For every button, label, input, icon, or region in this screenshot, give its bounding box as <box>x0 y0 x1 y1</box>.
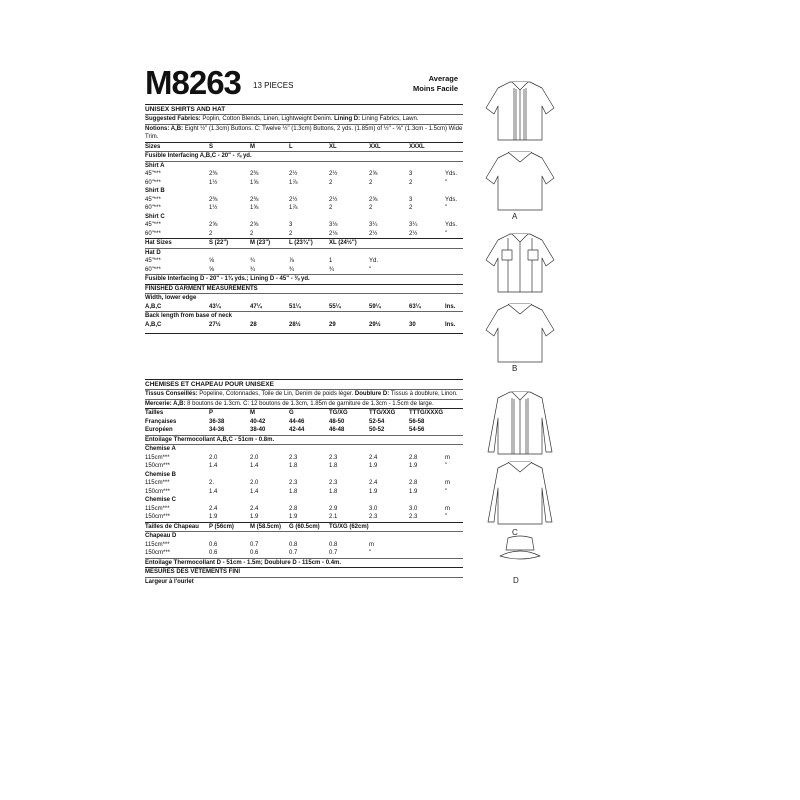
shirt-b-front-illustration <box>486 234 554 292</box>
table-cell: " <box>369 266 372 273</box>
table-cell: 3 <box>409 196 413 203</box>
table-cell: 44-46 <box>289 418 305 425</box>
fr-interfacing-abc: Entoilage Thermocollant A,B,C - 51cm - 0.8m. <box>145 436 275 443</box>
table-cell: 2½ <box>329 196 338 203</box>
table-group-label: Shirt A <box>145 162 165 169</box>
en-yardage-table <box>145 162 463 239</box>
en-fabrics: Suggested Fabrics: Poplin, Cotton Blends, Linen, Lightweight Denim. Lining D: Lining Fabrics, Lawn. <box>145 116 419 122</box>
en-sizes-row: Sizes S M L XL XXL XXXL <box>145 143 425 150</box>
table-cell: 1½ <box>209 205 218 211</box>
table-group-label: Chapeau D <box>145 533 177 539</box>
table-cell: 3.0 <box>369 505 378 512</box>
en-interfacing-abc: Fusible Interfacing A,B,C - 20" - ⅞ yd. <box>145 153 252 159</box>
table-cell: 2.4 <box>369 454 378 461</box>
table-cell: 30 <box>409 321 416 328</box>
table-cell: 1.4 <box>250 488 259 495</box>
table-cell: Yds. <box>445 222 458 228</box>
table-group-label: Shirt B <box>145 188 165 194</box>
fr-width-label: Largeur à l'ourlet <box>145 578 194 585</box>
en-interfacing-d: Fusible Interfacing D - 20" - 1¾ yds.; Lining D - 45" - ⅜ yd. <box>145 276 310 282</box>
fr-yardage-table <box>145 445 463 522</box>
table-row <box>145 321 463 330</box>
table-row <box>145 204 463 213</box>
table-cell: m <box>445 505 450 512</box>
table-cell: 45"*** <box>145 171 161 177</box>
shirt-b-back-illustration <box>486 304 554 362</box>
en-notions: Notions: A,B: Eight ½" (1.3cm) Buttons. C: Twelve ½" (1.3cm) Buttons, 2 yds. (1.85m) of ½" - ⅝" (1.3cm - 1.5cm) Wide Trim. <box>145 125 463 140</box>
en-back-row <box>145 321 463 330</box>
table-cell: 60"*** <box>145 179 161 186</box>
table-cell: 0.8 <box>289 541 298 548</box>
table-cell: Tailles <box>145 410 164 416</box>
table-cell: 29 <box>329 321 336 328</box>
table-cell: 1.4 <box>209 488 218 495</box>
table-cell: " <box>445 230 448 237</box>
table-cell: ⅞ <box>289 258 295 264</box>
table-cell: m <box>369 541 374 548</box>
table-group-label: Chemise C <box>145 497 177 503</box>
table-cell: 150cm*** <box>145 463 171 469</box>
table-cell: 3.0 <box>409 505 418 512</box>
table-cell: m <box>445 480 450 486</box>
table-group-label: Hat D <box>145 249 161 256</box>
table-cell: ¾ <box>329 266 335 273</box>
table-cell: 36-38 <box>209 418 225 425</box>
table-row <box>145 462 463 471</box>
table-cell: 2.3 <box>329 480 338 486</box>
table-cell: 45"*** <box>145 196 161 203</box>
view-label-b: B <box>512 364 518 373</box>
table-cell: 150cm*** <box>145 514 171 520</box>
table-cell: 2⅜ <box>209 171 218 177</box>
table-cell: 2.4 <box>250 505 259 512</box>
table-cell: 60"*** <box>145 266 161 273</box>
table-cell: Ins. <box>445 303 456 310</box>
table-cell: 3¼ <box>409 222 418 228</box>
hat-d-illustration <box>500 536 540 559</box>
table-cell: 1.4 <box>209 463 218 469</box>
table-cell: 2⅜ <box>209 196 218 203</box>
table-cell: 2.3 <box>289 480 298 486</box>
table-row <box>145 454 463 463</box>
table-cell: 43¼ <box>209 303 221 310</box>
table-row <box>145 426 463 435</box>
table-cell: 54-56 <box>409 427 425 433</box>
table-cell: Européen <box>145 427 173 433</box>
table-cell: 0.6 <box>209 550 218 556</box>
table-cell: 2⅝ <box>369 196 378 203</box>
table-cell: 2.0 <box>209 454 218 461</box>
table-cell: 28 <box>250 321 257 328</box>
table-cell: 0.6 <box>209 541 218 548</box>
table-cell: 28½ <box>289 321 301 328</box>
table-cell: 2.0 <box>250 480 259 486</box>
table-cell: 2½ <box>289 196 298 203</box>
table-row <box>145 418 463 427</box>
table-cell: Yd. <box>369 258 379 264</box>
table-group-label: Chemise B <box>145 471 177 478</box>
table-cell: 2½ <box>329 171 338 177</box>
table-cell: ¾ <box>250 266 256 273</box>
en-hat-sizes-row: Hat Sizes S (22") M (23") L (23¾") XL (24½") <box>145 240 357 246</box>
table-cell: 0.6 <box>250 550 259 556</box>
table-cell: 1.9 <box>409 488 418 495</box>
table-cell: 2 <box>369 205 373 211</box>
table-cell: 1.9 <box>250 514 259 520</box>
table-row <box>145 479 463 488</box>
table-cell: 63¼ <box>409 303 421 310</box>
table-cell: " <box>445 205 448 211</box>
table-cell: 2⅝ <box>369 171 378 177</box>
table-cell: 2.8 <box>289 505 298 512</box>
fr-sizes-table <box>145 409 463 435</box>
fr-hat-sizes-row: Tailles de Chapeau P (56cm) M (58.5cm) G (60.5cm) TG/XG (62cm) <box>145 523 369 530</box>
table-cell: ¾ <box>289 266 295 273</box>
table-cell: 2 <box>250 230 254 237</box>
table-cell: 115cm*** <box>145 541 170 548</box>
table-cell: TTTG/XXXG <box>409 410 444 416</box>
table-cell: 3 <box>409 171 413 177</box>
table-cell: " <box>445 463 448 469</box>
difficulty-label <box>413 74 458 94</box>
shirt-a-front-illustration <box>486 82 554 140</box>
table-cell: 1⅝ <box>250 205 259 211</box>
en-width-row <box>145 303 463 312</box>
table-cell: 51¼ <box>289 303 301 310</box>
garment-illustrations <box>480 78 560 598</box>
pieces-count: 13 PIECES <box>253 81 294 90</box>
table-cell: 56-58 <box>409 418 425 425</box>
table-cell: 2⅝ <box>250 222 259 228</box>
table-row <box>145 170 463 179</box>
en-hat-table <box>145 249 463 275</box>
table-cell: " <box>445 179 448 186</box>
table-cell: Yds. <box>445 196 458 203</box>
table-cell: 1.8 <box>329 488 338 495</box>
shirt-c-front-illustration <box>488 392 552 454</box>
table-cell: 38-40 <box>250 427 266 433</box>
table-cell: A,B,C <box>145 303 162 310</box>
table-cell: 2.3 <box>289 454 298 461</box>
table-cell: 50-52 <box>369 427 385 433</box>
table-cell: " <box>445 488 448 495</box>
table-cell: 2.3 <box>409 514 418 520</box>
table-cell: 40-42 <box>250 418 266 425</box>
table-row <box>145 549 463 558</box>
table-cell: 2½ <box>289 171 298 177</box>
table-row <box>145 513 463 522</box>
table-cell: Ins. <box>445 321 456 328</box>
table-cell: G <box>289 410 294 416</box>
table-cell: 45"*** <box>145 222 161 228</box>
table-cell: 3 <box>289 222 293 228</box>
table-row <box>145 230 463 239</box>
table-cell: 45"*** <box>145 258 161 264</box>
table-row <box>145 505 463 514</box>
table-cell: 2 <box>329 179 333 186</box>
table-row <box>145 488 463 497</box>
table-cell: 1½ <box>209 179 218 186</box>
table-cell: 2.8 <box>409 480 418 486</box>
table-cell: 2. <box>209 480 215 486</box>
table-cell: TTG/XXG <box>369 410 396 416</box>
table-cell: 47¼ <box>250 303 262 310</box>
table-cell: 2.4 <box>209 505 218 512</box>
table-cell: M <box>250 410 255 416</box>
table-cell: m <box>445 454 450 461</box>
table-row <box>145 179 463 188</box>
table-cell: 115cm*** <box>145 505 170 512</box>
table-cell: 2.0 <box>250 454 259 461</box>
table-cell: 52-54 <box>369 418 385 425</box>
table-cell: A,B,C <box>145 321 162 328</box>
difficulty-fr: Moins Facile <box>412 84 458 93</box>
table-row <box>145 541 463 550</box>
table-cell: 2½ <box>409 230 418 237</box>
table-cell: 115cm*** <box>145 480 170 486</box>
table-cell: " <box>445 514 448 520</box>
table-cell: 150cm*** <box>145 550 171 556</box>
table-cell: 2⅜ <box>250 196 259 203</box>
english-section <box>145 104 463 334</box>
table-cell: 2 <box>409 179 413 186</box>
table-cell: ⅝ <box>209 258 215 264</box>
view-label-a: A <box>512 212 518 221</box>
table-cell: 46-48 <box>329 427 345 433</box>
table-cell: 3⅛ <box>329 222 338 228</box>
table-cell: 42-44 <box>289 427 305 433</box>
table-row <box>145 266 463 275</box>
table-cell: 1.8 <box>289 463 298 469</box>
table-cell: 29½ <box>369 321 381 328</box>
table-cell: 1.9 <box>209 514 218 520</box>
table-cell: 60"*** <box>145 205 161 211</box>
table-cell: 2⅛ <box>329 230 338 237</box>
table-cell: 0.7 <box>289 550 298 556</box>
difficulty-en: Average <box>428 74 458 83</box>
fr-hat-table <box>145 532 463 558</box>
shirt-a-back-illustration <box>486 152 554 210</box>
table-cell: " <box>369 550 372 556</box>
view-label-d: D <box>513 576 519 585</box>
table-cell: 1.8 <box>329 463 338 469</box>
table-cell: 2.3 <box>329 454 338 461</box>
fr-fabrics: Tissus Conseillés: Popeline, Cotonnades, Toile de Lin, Denim de poids léger. Doublure D: Tissus à doublure, Linon. <box>145 391 458 397</box>
table-cell: 2.9 <box>329 505 338 512</box>
table-row <box>145 257 463 266</box>
en-title: UNISEX SHIRTS AND HAT <box>145 106 226 113</box>
table-cell: 1.9 <box>409 463 418 469</box>
table-cell: 150cm*** <box>145 488 171 495</box>
table-cell: 2 <box>209 230 213 237</box>
table-cell: 1.8 <box>289 488 298 495</box>
table-cell: 1.9 <box>289 514 298 520</box>
table-cell: 2.1 <box>329 514 338 520</box>
table-cell: 2.4 <box>369 480 378 486</box>
table-cell: 2⅜ <box>250 171 259 177</box>
table-cell: 34-36 <box>209 427 225 433</box>
table-row <box>145 221 463 230</box>
table-cell: ¾ <box>250 258 256 264</box>
fr-finished-title: MESURES DES VÊTEMENTS FINI <box>145 569 241 575</box>
table-cell: 2⅝ <box>209 222 218 228</box>
table-cell: 2.8 <box>409 454 418 461</box>
table-cell: Françaises <box>145 418 177 425</box>
table-cell: 115cm*** <box>145 454 170 461</box>
table-cell: 1⅝ <box>250 179 259 186</box>
table-cell: 59¼ <box>369 303 381 310</box>
table-cell: TG/XG <box>329 410 348 416</box>
fr-notions: Mercerie: A,B: 8 boutons de 1.3cm. C: 12 boutons de 1.3cm, 1.85m de garniture de 1.3cm - 1.5cm de large. <box>145 400 434 407</box>
table-cell: 60"*** <box>145 230 161 237</box>
table-cell: P <box>209 410 214 416</box>
table-group-label: Chemise A <box>145 446 176 452</box>
table-cell: 0.8 <box>329 541 338 548</box>
table-cell: 2 <box>369 179 373 186</box>
shirt-c-back-illustration <box>488 462 552 524</box>
table-cell: 1.9 <box>369 463 378 469</box>
table-cell: 2 <box>329 205 333 211</box>
fr-interfacing-d: Entoilage Thermocollant D - 51cm - 1.5m; Doublure D - 115cm - 0.4m. <box>145 559 342 566</box>
table-row <box>145 409 463 418</box>
french-section <box>145 379 463 586</box>
table-cell: 2 <box>289 230 293 237</box>
pattern-header <box>145 64 462 102</box>
table-cell: ⅝ <box>209 266 215 273</box>
table-row <box>145 196 463 205</box>
table-cell: 55¼ <box>329 303 341 310</box>
table-cell: 2½ <box>369 230 378 237</box>
view-label-c: C <box>512 528 518 537</box>
table-cell: 1 <box>329 258 333 264</box>
table-cell: 1⅞ <box>289 205 298 211</box>
pattern-code: M8263 <box>145 64 241 101</box>
table-row <box>145 303 463 312</box>
table-cell: 27½ <box>209 321 221 328</box>
table-cell: Yds. <box>445 171 458 177</box>
table-cell: 0.7 <box>250 541 259 548</box>
table-group-label: Shirt C <box>145 213 165 220</box>
table-cell: 1⅞ <box>289 179 298 186</box>
table-cell: 1.9 <box>369 488 378 495</box>
table-cell: 1.4 <box>250 463 259 469</box>
table-cell: 2.3 <box>369 514 378 520</box>
en-width-label: Width, lower edge <box>145 295 197 301</box>
table-cell: 3¼ <box>369 222 378 228</box>
en-finished-title: FINISHED GARMENT MEASUREMENTS <box>145 285 258 292</box>
en-back-label: Back length from base of neck <box>145 313 233 319</box>
table-cell: 0.7 <box>329 550 338 556</box>
fr-title: CHEMISES ET CHAPEAU POUR UNISEXE <box>145 381 274 388</box>
table-cell: 48-50 <box>329 418 345 425</box>
table-cell: 2 <box>409 205 413 211</box>
